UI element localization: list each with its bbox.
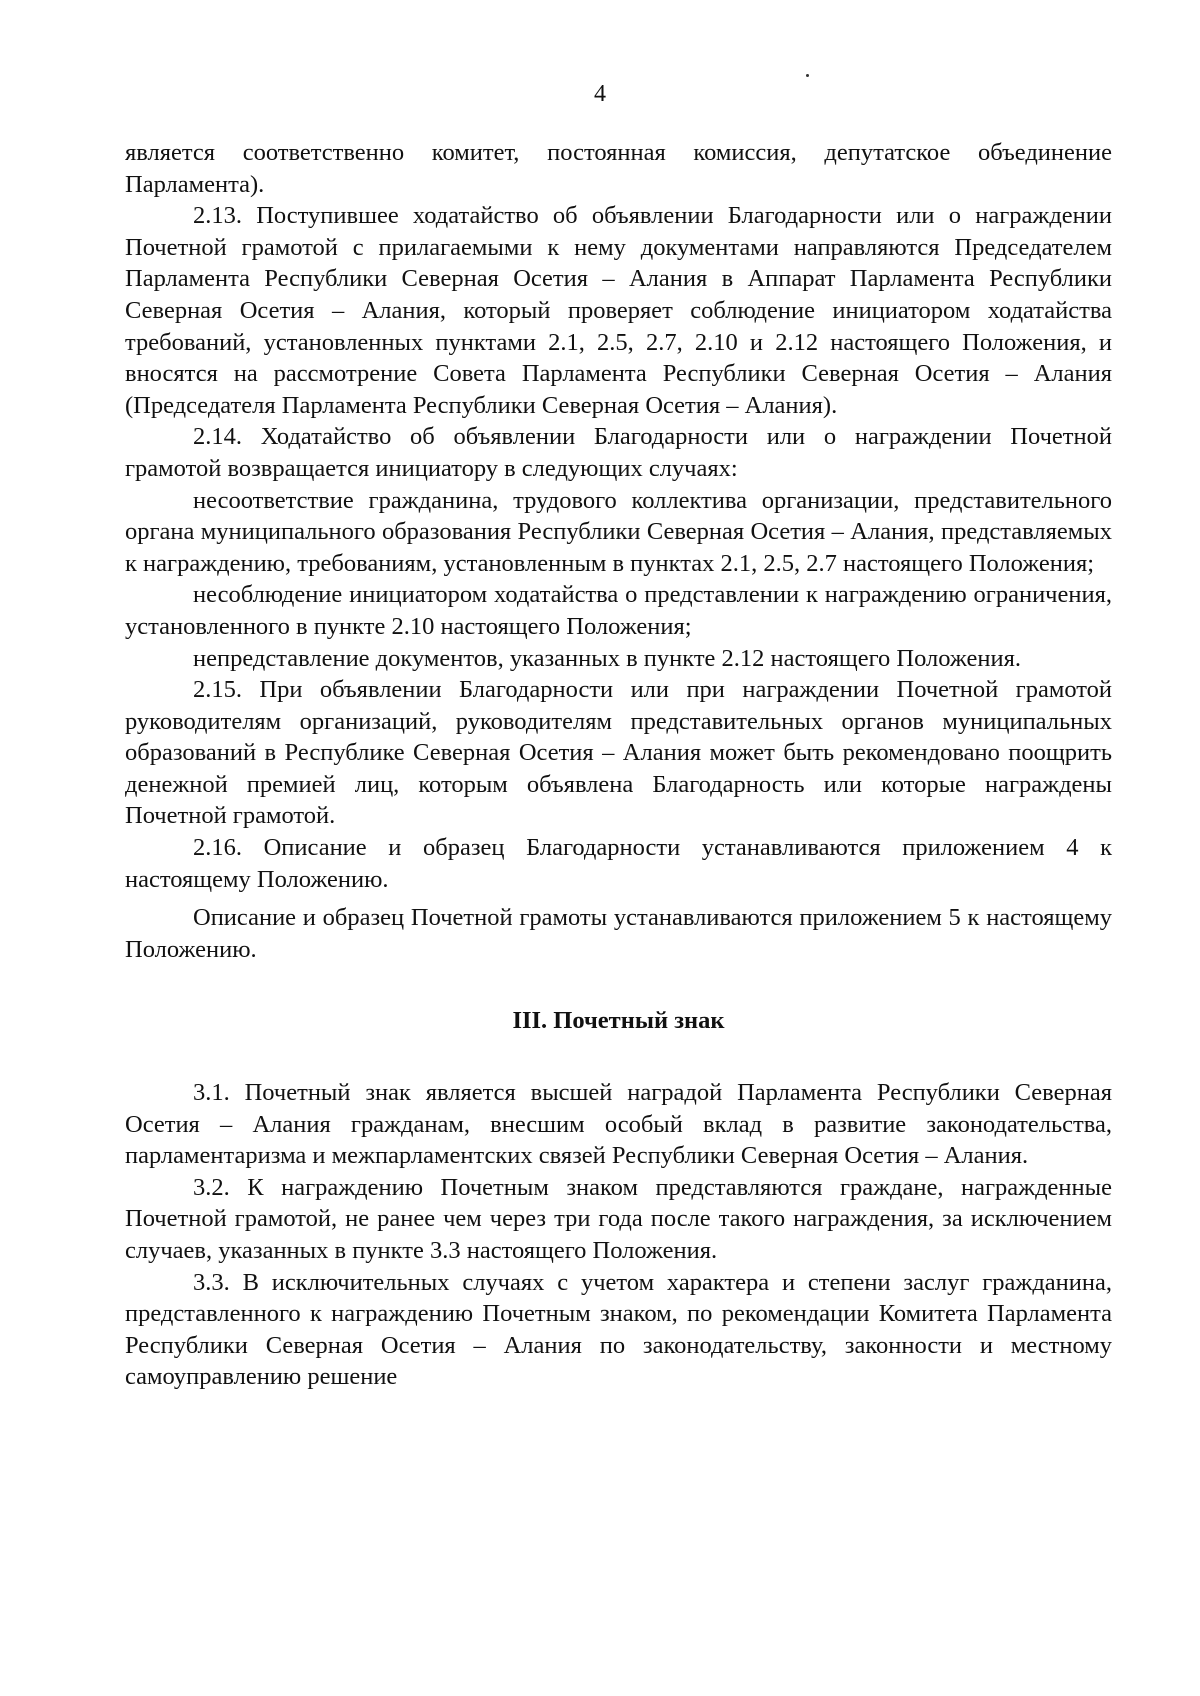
paragraph-2-16: 2.16. Описание и образец Благодарности устанавливаются приложением 4 к настоящему Положению. [125,834,1112,893]
page-number: 4 [594,81,606,107]
paragraph-3-1: 3.1. Почетный знак является высшей наградой Парламента Республики Северная Осетия – Алания гражданам, внесшим особый вклад в развитие законодательства, парламентаризма и межпарламентских связей Республики Северная Осетия – Алания. [125,1079,1112,1170]
section-heading: III. Почетный знак [512,1007,725,1035]
paragraph-2-14-a: несоответствие гражданина, трудового коллектива организации, представительного органа муниципального образования Республики Северная Осетия – Алания, представляемых к награждению, требованиям, установленным в пунктах 2.1, 2.5, 2.7 настоящего Положения; [125,486,1112,577]
paragraph-2-13: 2.13. Поступившее ходатайство об объявлении Благодарности или о награждении Почетной грамотой с прилагаемыми к нему документами направляются Председателем Парламента Республики Северная Осетия – Алания в Аппарат Парламента Республики Северная Осетия – Алания, который проверяет соблюдение инициатором ходатайства требований, установленных пунктами 2.1, 2.5, 2.7, 2.10 и 2.12 настоящего Положения, и вносятся на рассмотрение Совета Парламента Республики Северная Осетия – Алания (Председателя Парламента Республики Северная Осетия – Алания). [125,202,1112,419]
document-body [125,137,1112,1393]
paragraphs-before-heading [125,137,1112,965]
paragraph-2-14-c: непредставление документов, указанных в пункте 2.12 настоящего Положения. [193,644,1021,672]
scan-speck [806,74,809,77]
paragraphs-after-heading [125,1077,1112,1393]
paragraph-2-16-b: Описание и образец Почетной грамоты устанавливаются приложением 5 к настоящему Положению. [125,904,1112,963]
paragraph-2-14-b: несоблюдение инициатором ходатайства о представлении к награждению ограничения, установленного в пункте 2.10 настоящего Положения; [125,581,1112,640]
paragraph-3-3: 3.3. В исключительных случаях с учетом характера и степени заслуг гражданина, представленного к награждению Почетным знаком, по рекомендации Комитета Парламента Республики Северная Осетия – Алания по законодательству, законности и местному самоуправлению решение [125,1268,1112,1391]
paragraph-2-15: 2.15. При объявлении Благодарности или при награждении Почетной грамотой руководителям организаций, руководителям представительных органов муниципальных образований в Республике Северная Осетия – Алания может быть рекомендовано поощрить денежной премией лиц, которым объявлена Благодарность или которые награждены Почетной грамотой. [125,676,1112,830]
paragraph-3-2: 3.2. К награждению Почетным знаком представляются граждане, награжденные Почетной грамотой, не ранее чем через три года после такого награждения, за исключением случаев, указанных в пункте 3.3 настоящего Положения. [125,1173,1112,1264]
paragraph-continued: является соответственно комитет, постоянная комиссия, депутатское объединение Парламента). [125,139,1112,198]
paragraph-2-14: 2.14. Ходатайство об объявлении Благодарности или о награждении Почетной грамотой возвращается инициатору в следующих случаях: [125,423,1112,482]
